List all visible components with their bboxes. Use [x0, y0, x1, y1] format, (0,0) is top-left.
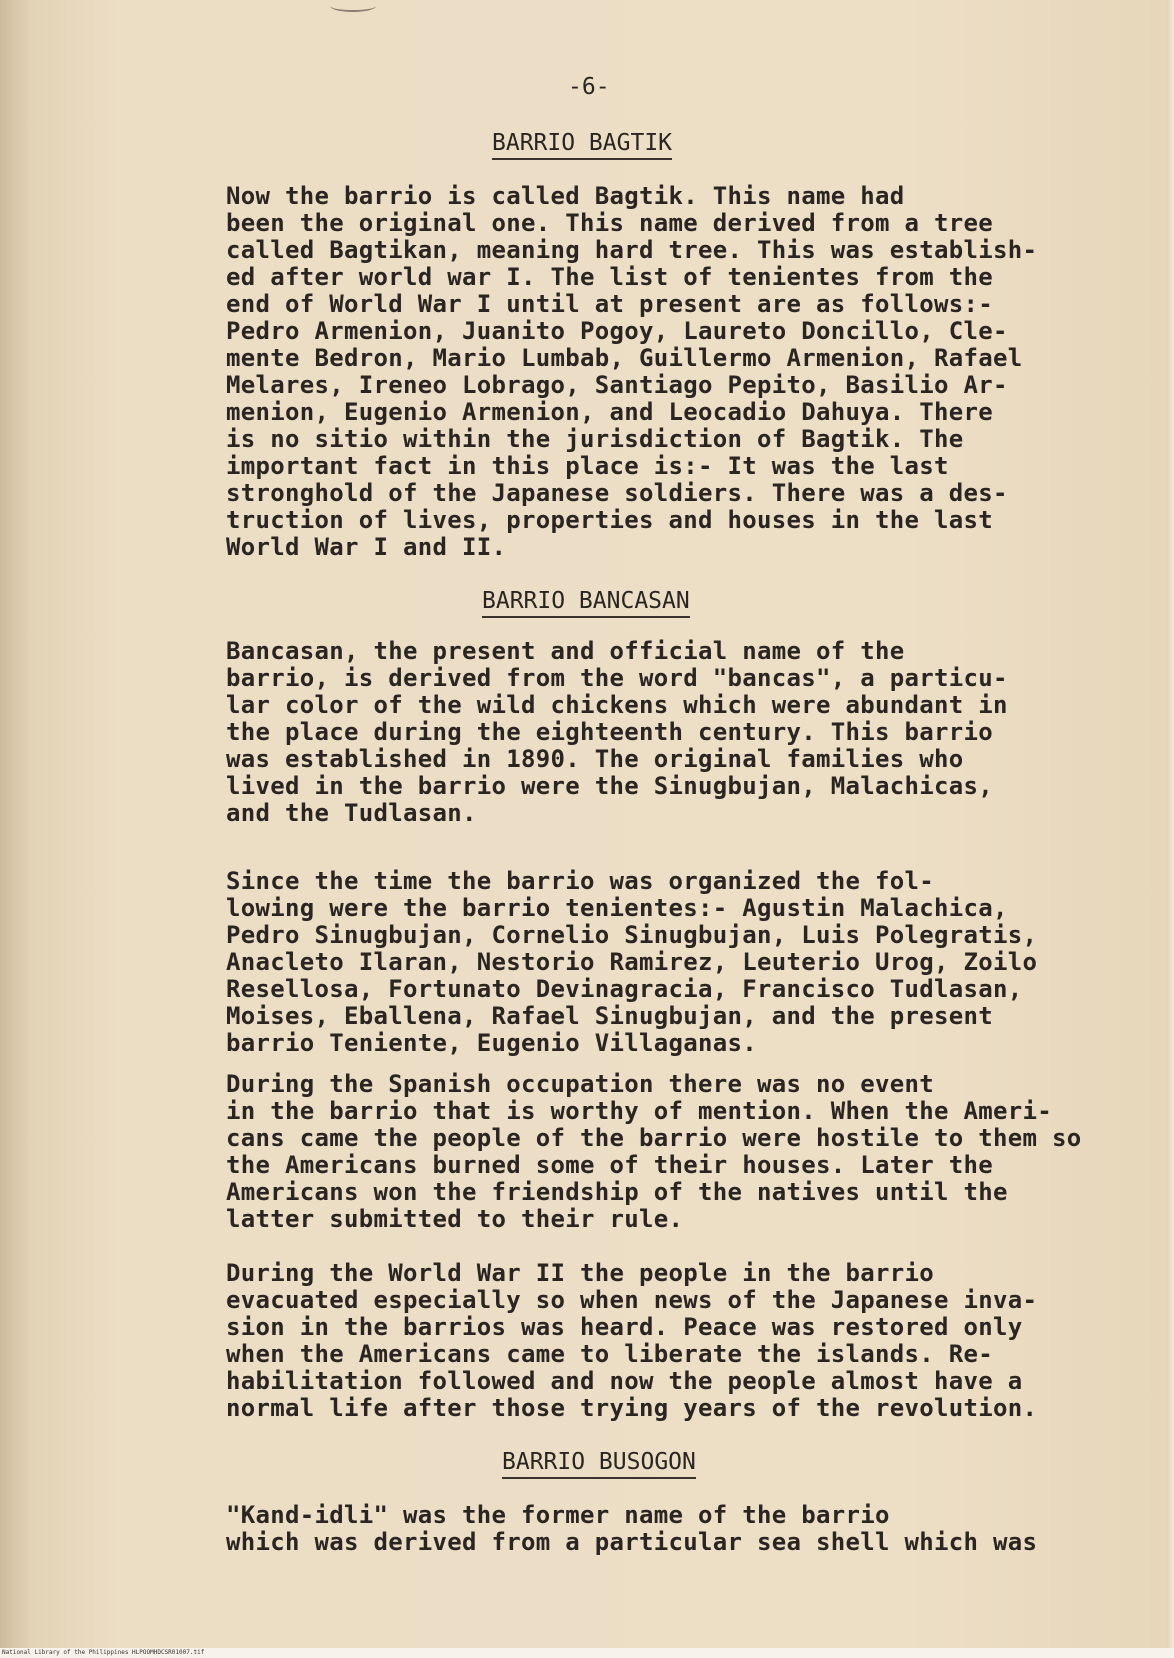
- paragraph-bancasan-tenientes: Since the time the barrio was organized the fol- lowing were the barrio tenientes:- Agustin Malachica, Pedro Sinugbujan, Cornelio Sinugbujan, Luis Polegratis, Anacleto Ilaran, Nestorio Ramirez, Leuterio Urog, Zoilo Resellosa, Fortunato Devinagracia, Francisco Tudlasan, Moises, Eballena, Rafael Sinugbujan, and the present barrio Teniente, Eugenio Villaganas.: [226, 867, 1038, 1057]
- paragraph-bancasan-ww2: During the World War II the people in the barrio evacuated especially so when news of the Japanese inva- sion in the barrios was heard. Peace was restored only when the Americans came to liberate the islands. Re- habilitation followed and now the people almost have a normal life after those trying years of the revolution.: [226, 1259, 1038, 1422]
- page-number: -6-: [568, 74, 610, 100]
- paragraph-bancasan-origin: Bancasan, the present and official name of the barrio, is derived from the word "bancas", a particu- lar color of the wild chickens which were abundant in the place during the eighteenth century. This barrio was established in 1890. The original families who lived in the barrio were the Sinugbujan, Malachicas, and the Tudlasan.: [226, 637, 1008, 827]
- paragraph-bagtik: Now the barrio is called Bagtik. This name had been the original one. This name derived from a tree called Bagtikan, meaning hard tree. This was establish- ed after world war I. The list of tenientes from the end of World War I until at present are as follows:- Pedro Armenion, Juanito Pogoy, Laureto Doncillo, Cle- mente Bedron, Mario Lumbab, Guillermo Armenion, Rafael Melares, Ireneo Lobrago, Santiago Pepito, Basilio Ar- menion, Eugenio Armenion, and Leocadio Dahuya. There is no sitio within the jurisdiction of Bagtik. The important fact in this place is:- It was the last stronghold of the Japanese soldiers. There was a des- truction of lives, properties and houses in the last World War I and II.: [226, 182, 1038, 561]
- heading-barrio-bagtik: BARRIO BAGTIK: [492, 130, 672, 160]
- heading-barrio-busogon: BARRIO BUSOGON: [502, 1449, 696, 1479]
- top-scratch-mark: [330, 0, 376, 12]
- footer-caption: National Library of the Philippines HLPOOMHDCSR01007.tif: [2, 1649, 205, 1656]
- heading-barrio-bancasan: BARRIO BANCASAN: [482, 588, 690, 618]
- footer-strip: [0, 1648, 1174, 1658]
- paragraph-bancasan-spanish: During the Spanish occupation there was no event in the barrio that is worthy of mention. When the Ameri- cans came the people of the barrio were hostile to them so the Americans burned some of their houses. Later the Americans won the friendship of the natives until the latter submitted to their rule.: [226, 1070, 1082, 1233]
- page-edge: [1166, 0, 1174, 1658]
- paragraph-busogon: "Kand-idli" was the former name of the barrio which was derived from a particular sea shell which was: [226, 1501, 1038, 1556]
